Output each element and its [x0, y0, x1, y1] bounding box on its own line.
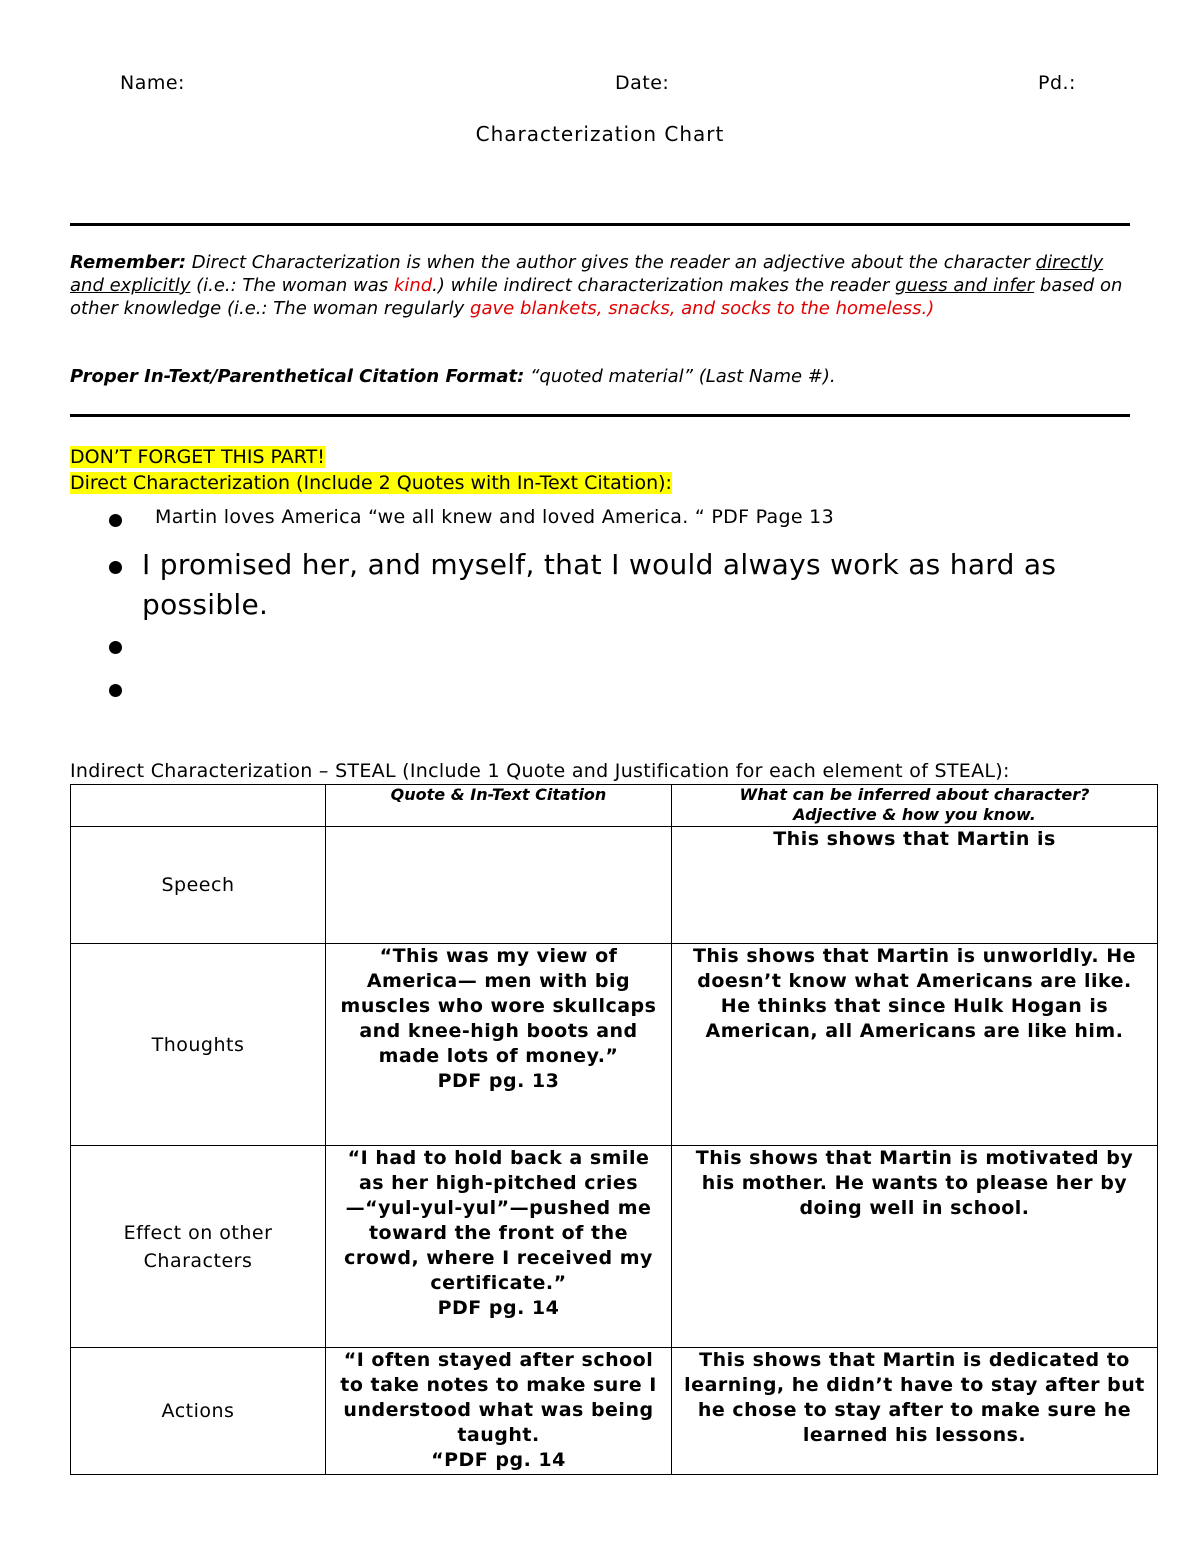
- remember-lead: Remember:: [70, 252, 187, 273]
- direct-bullet-1: Martin loves America “we all knew and loved America. “ PDF Page 13: [155, 506, 834, 528]
- remember-underline-2: guess and infer: [894, 275, 1035, 296]
- remember-red-1: kind: [393, 275, 433, 296]
- row-quote[interactable]: “This was my view of America— men with big muscles who wore skullcaps and knee-high boots and made lots of money.” PDF pg. 13: [326, 944, 672, 1146]
- citation-format: [70, 366, 1130, 387]
- direct-bullet-2: I promised her, and myself, that I would always work as hard as possible.: [142, 548, 1057, 621]
- name-label: Name:: [120, 72, 185, 94]
- remember-text-3: .) while indirect characterization makes the reader: [432, 275, 895, 296]
- table-row: [71, 944, 1158, 1146]
- row-label: Effect on other Characters: [71, 1146, 326, 1348]
- indirect-caption: Indirect Characterization – STEAL (Include 1 Quote and Justification for each element of STEAL):: [70, 760, 1010, 782]
- bullet-icon: [109, 561, 122, 574]
- header-cell-quote: Quote & In-Text Citation: [326, 785, 672, 827]
- bullet-icon: [109, 684, 122, 697]
- divider-bottom: [70, 414, 1130, 417]
- table-header-row: [71, 785, 1158, 827]
- reminder-highlight: DON’T FORGET THIS PART!: [70, 446, 325, 468]
- steal-table: [70, 784, 1158, 1475]
- remember-underline-1: directly and explicitly: [70, 252, 1104, 296]
- remember-text-4: based on other knowledge (i.e.: The woman regularly: [70, 275, 1123, 319]
- header-cell-inference: What can be inferred about character? Adjective & how you know.: [672, 785, 1158, 827]
- page-title: Characterization Chart: [475, 122, 725, 146]
- row-quote[interactable]: “I often stayed after school to take notes to make sure I understood what was being taught. “PDF pg. 14: [326, 1348, 672, 1475]
- period-label: Pd.:: [1038, 72, 1076, 94]
- direct-heading: Direct Characterization (Include 2 Quotes with In-Text Citation):: [70, 472, 672, 494]
- table-row: [71, 1348, 1158, 1475]
- row-inference[interactable]: This shows that Martin is unworldly. He doesn’t know what Americans are like. He thinks that since Hulk Hogan is American, all Americans are like him.: [672, 944, 1158, 1146]
- remember-text-5: .): [921, 298, 935, 319]
- remember-red-2: gave blankets, snacks, and socks to the homeless: [470, 298, 922, 319]
- bullet-icon: [109, 641, 122, 654]
- header-cell-label: [71, 785, 326, 827]
- bullet-icon: [109, 514, 122, 527]
- row-inference[interactable]: This shows that Martin is motivated by his mother. He wants to please her by doing well in school.: [672, 1146, 1158, 1348]
- remember-text-1: Direct Characterization is when the author gives the reader an adjective about the character: [186, 252, 1036, 273]
- citation-lead: Proper In-Text/Parenthetical Citation Format:: [70, 366, 525, 387]
- remember-paragraph: [70, 251, 1130, 320]
- row-quote[interactable]: [326, 827, 672, 944]
- direct-section: [70, 444, 672, 496]
- date-label: Date:: [615, 72, 670, 94]
- table-row: [71, 1146, 1158, 1348]
- row-inference[interactable]: This shows that Martin is: [672, 827, 1158, 944]
- remember-text-2: (i.e.: The woman was: [190, 275, 394, 296]
- row-label: Speech: [71, 827, 326, 944]
- divider-top: [70, 223, 1130, 226]
- citation-text: “quoted material” (Last Name #).: [524, 366, 836, 387]
- row-inference[interactable]: This shows that Martin is dedicated to learning, he didn’t have to stay after but he chose to stay after to make sure he learned his lessons.: [672, 1348, 1158, 1475]
- row-label: Actions: [71, 1348, 326, 1475]
- row-label: Thoughts: [71, 944, 326, 1146]
- table-row: [71, 827, 1158, 944]
- row-quote[interactable]: “I had to hold back a smile as her high-pitched cries—“yul-yul-yul”—pushed me toward the front of the crowd, where I received my certificate.” PDF pg. 14: [326, 1146, 672, 1348]
